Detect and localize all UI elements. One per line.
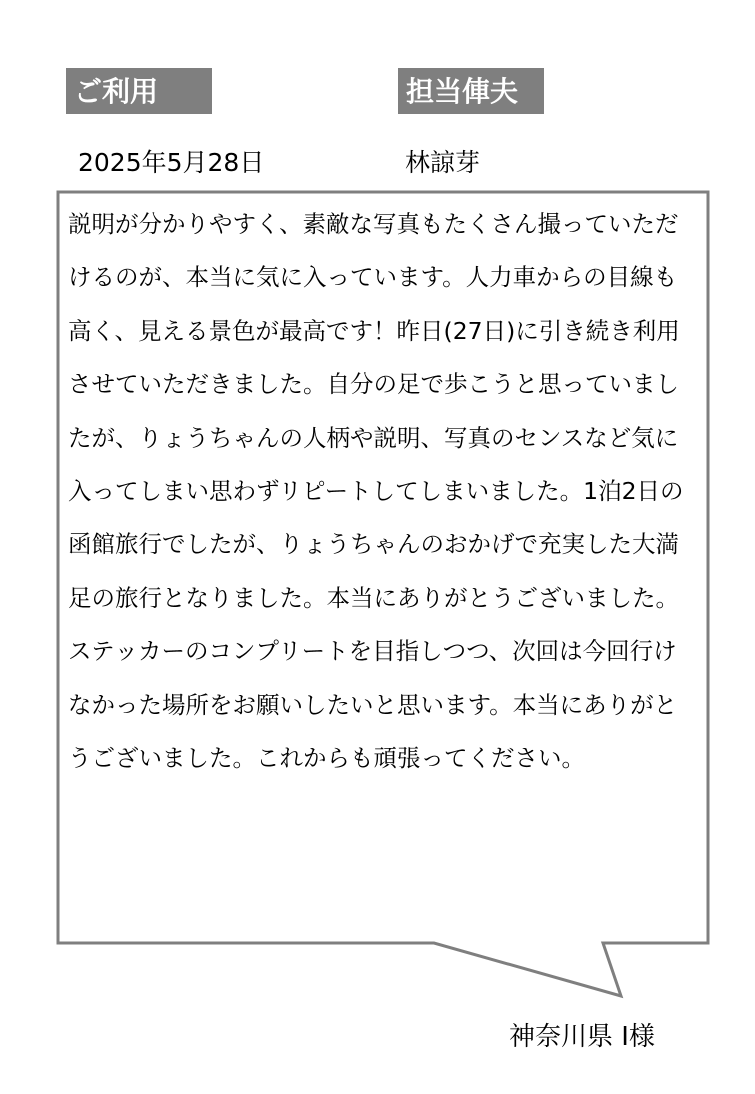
staff-name: 林諒芽 bbox=[405, 148, 481, 177]
usage-label: ご利用 bbox=[66, 68, 212, 114]
review-text: 説明が分かりやすく、素敵な写真もたくさん撮っていただけるのが、本当に気に入っています。人力車からの目線も高く、見える景色が最高です！昨日(27日)に引き続き利用させていただきました。自分の足で歩こうと思っていましたが、りょうちゃんの人柄や説明、写真のセンスなど気に入ってしまい思わずリピートしてしまいました。1泊2日の函館旅行でしたが、りょうちゃんのおかげで充実した大満足の旅行となりました。本当にありがとうございました。ステッカーのコンプリートを目指しつつ、次回は今回行けなかった場所をお願いしたいと思います。本当にありがとうございました。これからも頑張ってください。 bbox=[68, 210, 684, 773]
staff-label: 担当俥夫 bbox=[398, 68, 544, 114]
usage-date: 2025年5月28日 bbox=[78, 148, 265, 177]
customer-name: 神奈川県 I様 bbox=[509, 1022, 655, 1052]
